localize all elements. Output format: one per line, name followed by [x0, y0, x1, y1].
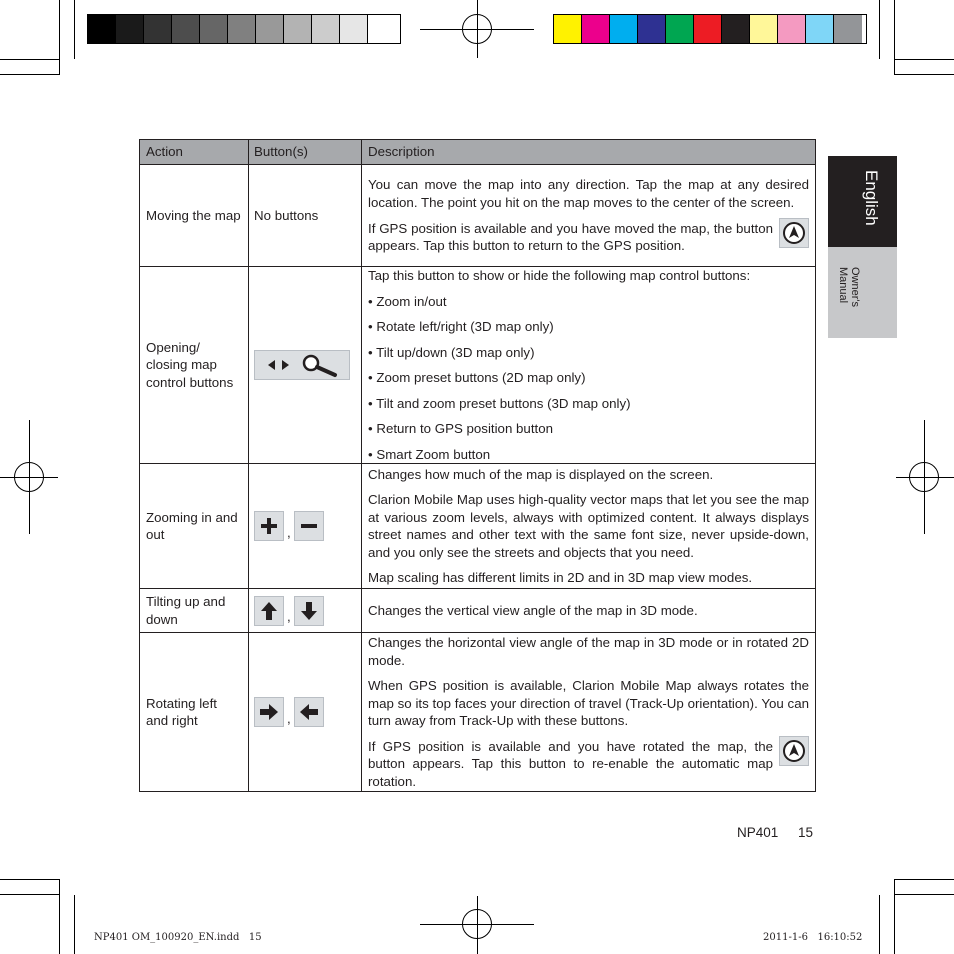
navigation-arrow-icon	[780, 219, 808, 247]
process-color-swatch	[834, 15, 862, 43]
header-description: Description	[362, 140, 816, 165]
list-item: • Zoom in/out	[368, 293, 447, 309]
grayscale-swatch	[312, 15, 340, 43]
navigation-arrow-icon	[780, 737, 808, 765]
separator: ,	[287, 524, 291, 540]
file-info: NP401 OM_100920_EN.indd 15	[94, 932, 262, 943]
description-text: If GPS position is available and you have moved the map, the button appears. Tap this button to return to the GPS position.	[368, 220, 809, 255]
arrow-down-icon	[295, 597, 323, 625]
grayscale-swatch	[88, 15, 116, 43]
table-row	[140, 589, 816, 633]
map-controls-table	[139, 139, 816, 792]
buttons-cell: No buttons	[249, 165, 362, 267]
process-color-swatch	[778, 15, 806, 43]
description-text: If GPS position is available and you have rotated the map, the button appears. Tap this button to re-enable the automatic map rotation.	[368, 738, 809, 791]
process-color-swatch	[722, 15, 750, 43]
auto-rotation-button[interactable]	[779, 736, 809, 766]
grayscale-swatch	[116, 15, 144, 43]
list-item: • Smart Zoom button	[368, 446, 491, 462]
description-text: You can move the map into any direction. Tap the map at any desired location. The point you hit on the map moves to the center of the screen.	[368, 177, 809, 210]
header-action: Action	[140, 140, 249, 165]
list-item: • Tilt and zoom preset buttons (3D map only)	[368, 395, 631, 411]
model-label: NP401	[737, 825, 779, 840]
action-cell: Opening/ closing map control buttons	[140, 267, 249, 464]
description-text: Changes the horizontal view angle of the map in 3D mode or in rotated 2D mode.	[368, 635, 809, 668]
action-cell: Zooming in and out	[140, 464, 249, 589]
action-cell: Moving the map	[140, 165, 249, 267]
grayscale-swatch	[368, 15, 396, 43]
magnifier-icon	[255, 351, 349, 379]
print-timestamp: 2011-1-6 16:10:52	[763, 932, 863, 943]
minus-icon	[295, 512, 323, 540]
process-color-swatch	[582, 15, 610, 43]
list-item: • Return to GPS position button	[368, 421, 554, 437]
process-color-swatch	[666, 15, 694, 43]
process-color-bar	[553, 14, 867, 44]
buttons-cell	[249, 267, 362, 464]
table-header-row	[140, 140, 816, 165]
grayscale-swatch	[340, 15, 368, 43]
list-item: • Tilt up/down (3D map only)	[368, 344, 535, 360]
description-text: Changes the vertical view angle of the map in 3D mode.	[368, 603, 698, 619]
language-label: English	[862, 170, 881, 226]
description-cell	[362, 464, 816, 589]
manual-tab	[828, 247, 897, 338]
grayscale-swatch	[256, 15, 284, 43]
description-text: Map scaling has different limits in 2D and in 3D map view modes.	[368, 570, 753, 586]
list-item: • Zoom preset buttons (2D map only)	[368, 370, 586, 386]
process-color-swatch	[638, 15, 666, 43]
process-color-swatch	[806, 15, 834, 43]
description-cell	[362, 589, 816, 633]
buttons-cell	[249, 589, 362, 633]
arrow-left-icon	[295, 698, 323, 726]
rotate-right-button[interactable]	[254, 697, 284, 727]
buttons-cell	[249, 633, 362, 792]
arrow-right-icon	[255, 698, 283, 726]
description-cell	[362, 267, 816, 464]
language-tab	[828, 156, 897, 247]
grayscale-swatch	[284, 15, 312, 43]
grayscale-swatch	[228, 15, 256, 43]
process-color-swatch	[610, 15, 638, 43]
grayscale-swatch	[200, 15, 228, 43]
buttons-cell	[249, 464, 362, 589]
gps-return-button[interactable]	[779, 218, 809, 248]
manual-label: Owner's Manual	[837, 267, 861, 307]
table-row	[140, 464, 816, 589]
tilt-up-button[interactable]	[254, 596, 284, 626]
arrow-up-icon	[255, 597, 283, 625]
bullet-list	[368, 293, 809, 464]
table-row	[140, 165, 816, 267]
plus-icon	[255, 512, 283, 540]
grayscale-swatch	[172, 15, 200, 43]
action-cell: Rotating left and right	[140, 633, 249, 792]
table-row	[140, 267, 816, 464]
separator: ,	[287, 710, 291, 726]
map-control-toggle-button[interactable]	[254, 350, 350, 380]
process-color-swatch	[750, 15, 778, 43]
zoom-in-button[interactable]	[254, 511, 284, 541]
tilt-down-button[interactable]	[294, 596, 324, 626]
list-item: • Rotate left/right (3D map only)	[368, 319, 554, 335]
grayscale-color-bar	[87, 14, 401, 44]
header-buttons: Button(s)	[249, 140, 362, 165]
description-text: Clarion Mobile Map uses high-quality vector maps that let you see the map at various zoom levels, always with optimized content. It always displays street names and other text with the same font size, never upside-down, and you only see the streets and objects that you need.	[368, 492, 809, 560]
action-cell: Tilting up and down	[140, 589, 249, 633]
description-cell	[362, 165, 816, 267]
rotate-left-button[interactable]	[294, 697, 324, 727]
process-color-swatch	[554, 15, 582, 43]
table-row	[140, 633, 816, 792]
page-footer	[737, 825, 813, 840]
description-text: Changes how much of the map is displayed on the screen.	[368, 466, 714, 482]
grayscale-swatch	[144, 15, 172, 43]
description-cell	[362, 633, 816, 792]
page-number: 15	[798, 825, 814, 840]
separator: ,	[287, 609, 291, 625]
process-color-swatch	[694, 15, 722, 43]
description-text: Tap this button to show or hide the following map control buttons:	[368, 268, 751, 283]
zoom-out-button[interactable]	[294, 511, 324, 541]
description-text: When GPS position is available, Clarion Mobile Map always rotates the map so its top faces your direction of travel (Track-Up orientation). You can turn away from Track-Up with these buttons.	[368, 678, 809, 729]
